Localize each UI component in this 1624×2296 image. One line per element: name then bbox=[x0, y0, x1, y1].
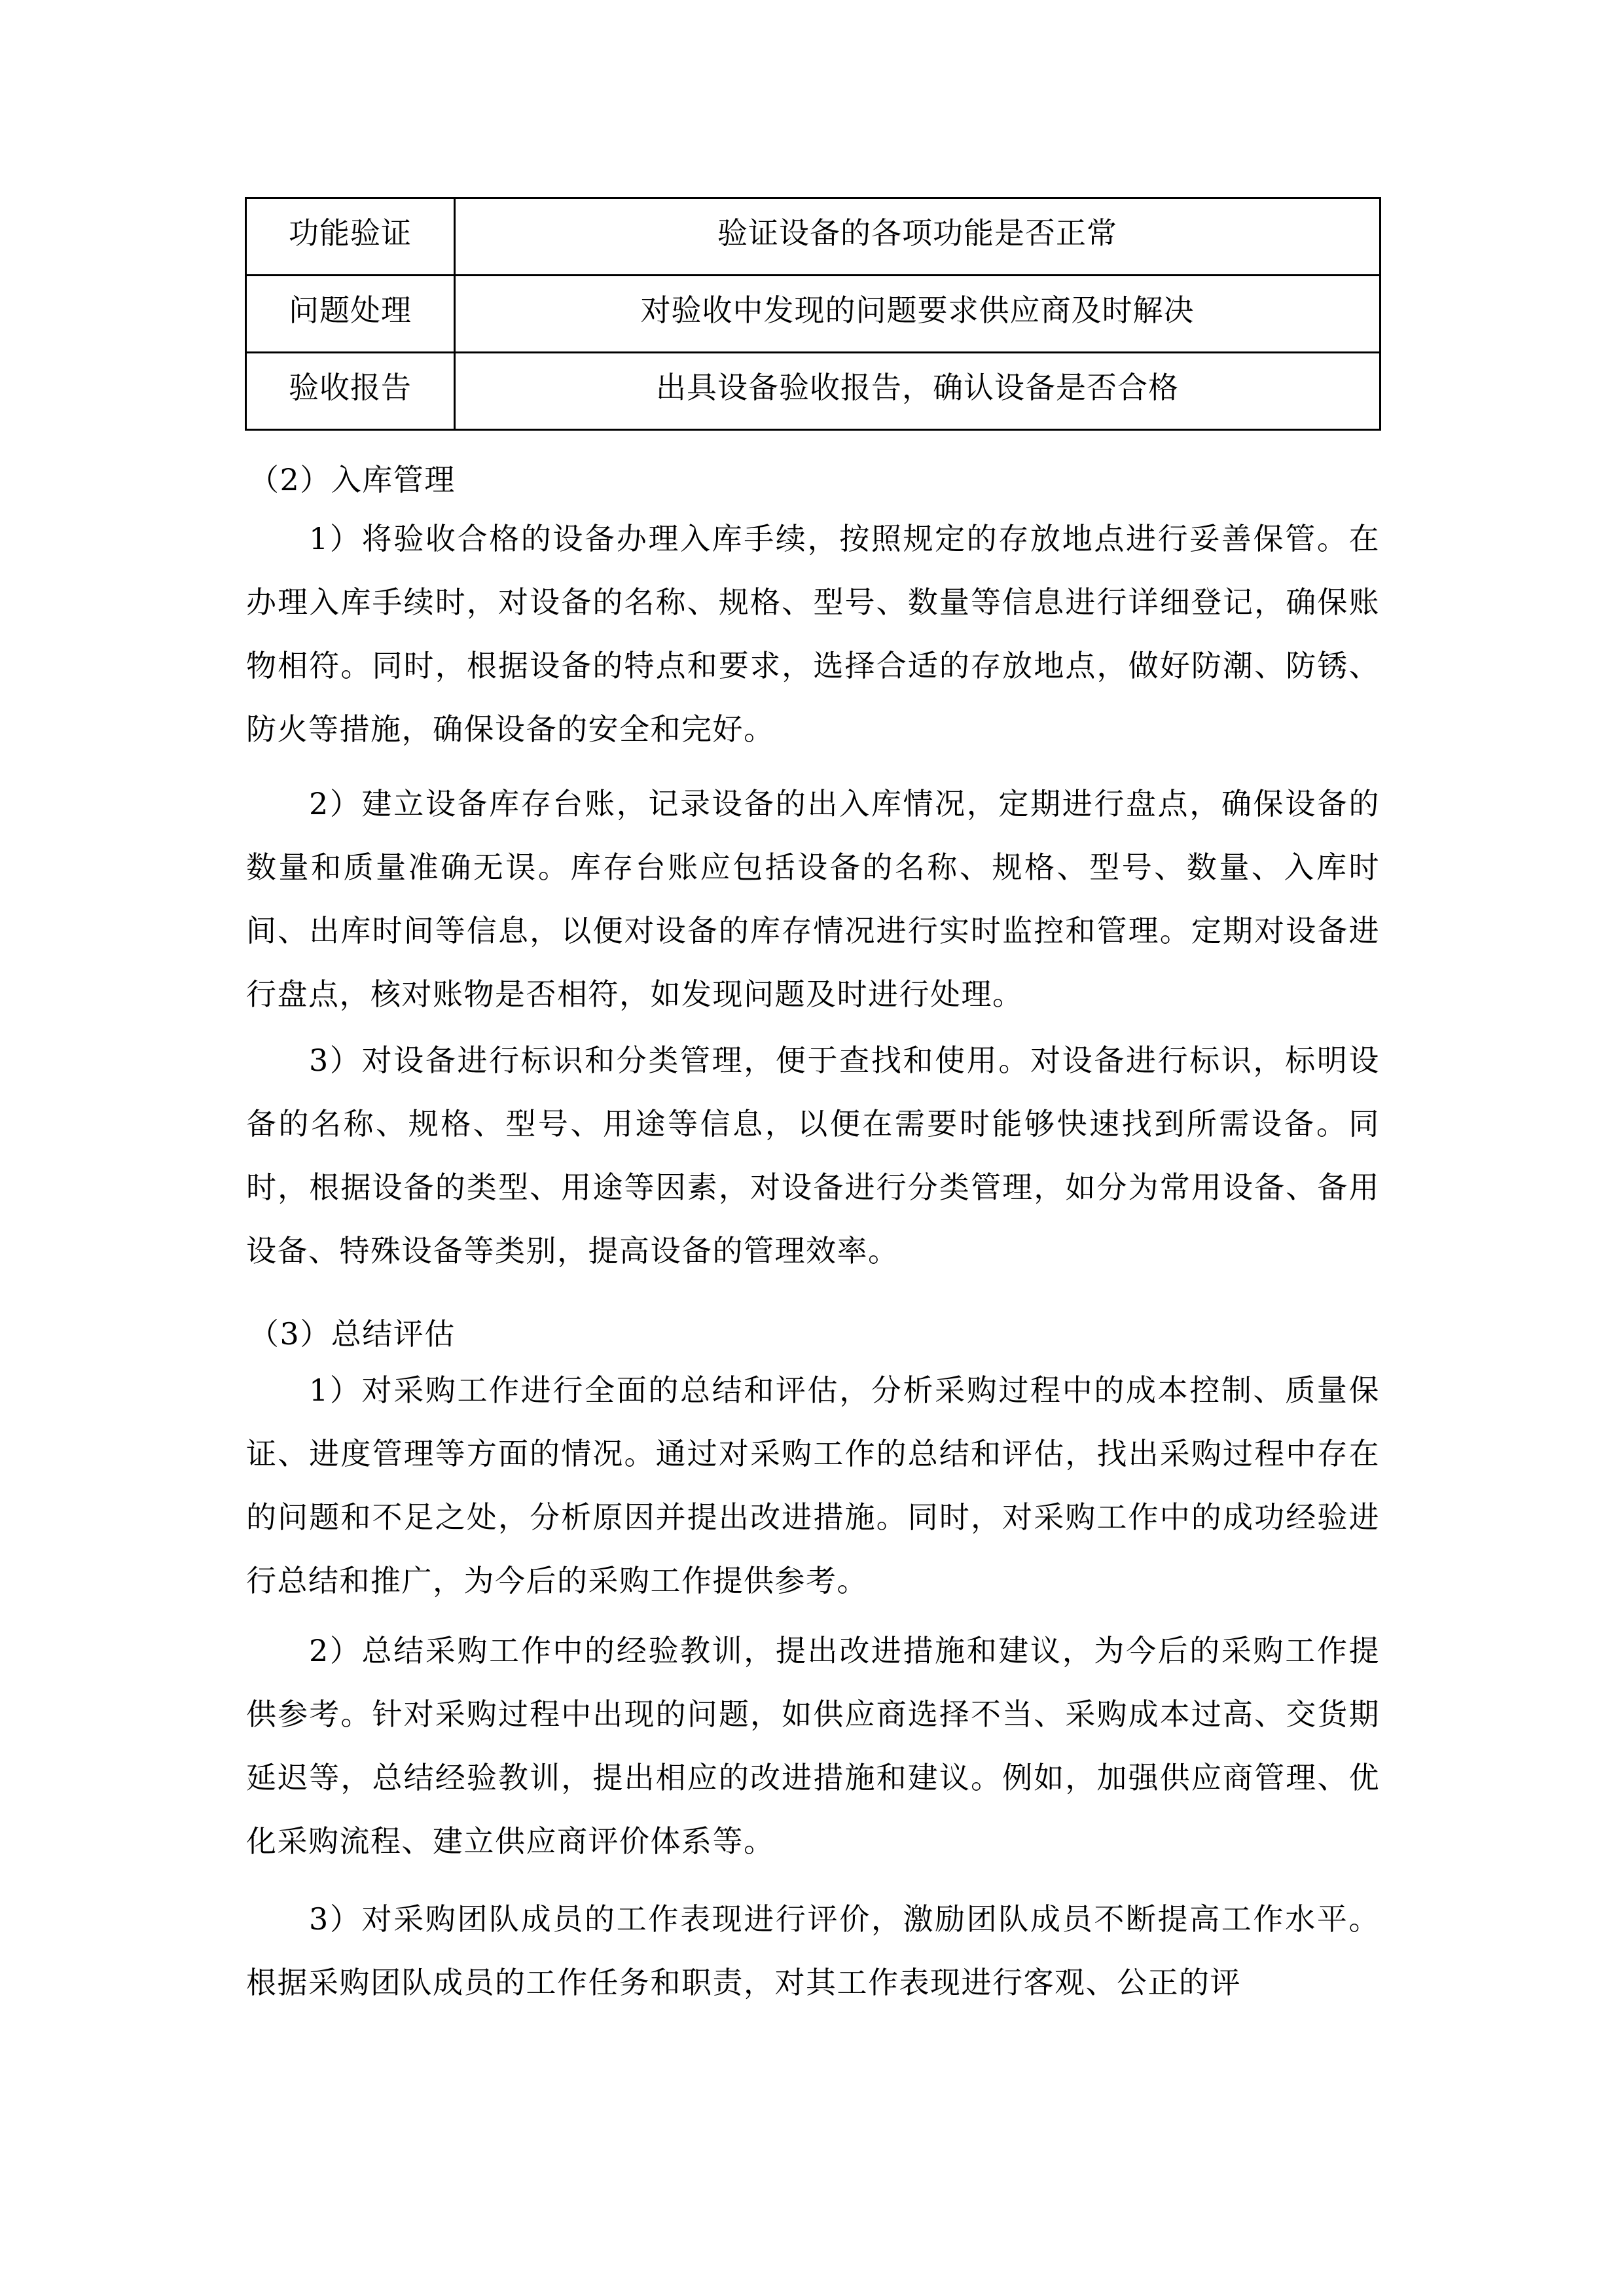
paragraph bbox=[246, 507, 1380, 761]
paragraph bbox=[246, 1359, 1380, 1613]
table-row bbox=[246, 276, 1380, 353]
paragraph-text: 2）总结采购工作中的经验教训，提出改进措施和建议，为今后的采购工作提供参考。针对采购过程中出现的问题，如供应商选择不当、采购成本过高、交货期延迟等，总结经验教训，提出相应的改进措施和建议。例如，加强供应商管理、优化采购流程、建立供应商评价体系等。 bbox=[246, 1633, 1380, 1859]
table-cell-description: 对验收中发现的问题要求供应商及时解决 bbox=[455, 276, 1380, 353]
paragraph bbox=[246, 1888, 1380, 2015]
acceptance-table bbox=[245, 197, 1381, 431]
paragraph-text: 3）对设备进行标识和分类管理，便于查找和使用。对设备进行标识，标明设备的名称、规格、型号、用途等信息，以便在需要时能够快速找到所需设备。同时，根据设备的类型、用途等因素，对设备进行分类管理，如分为常用设备、备用设备、特殊设备等类别，提高设备的管理效率。 bbox=[246, 1043, 1380, 1268]
section-heading-warehousing: （2）入库管理 bbox=[249, 462, 456, 497]
paragraph-text: 3）对采购团队成员的工作表现进行评价，激励团队成员不断提高工作水平。根据采购团队成员的工作任务和职责，对其工作表现进行客观、公正的评 bbox=[246, 1901, 1380, 2000]
table-cell-item: 验收报告 bbox=[246, 353, 455, 430]
table-row bbox=[246, 198, 1380, 276]
table-cell-description: 验证设备的各项功能是否正常 bbox=[455, 198, 1380, 276]
paragraph bbox=[246, 1029, 1380, 1283]
table-cell-item: 问题处理 bbox=[246, 276, 455, 353]
paragraph bbox=[246, 1619, 1380, 1873]
paragraph-text: 1）将验收合格的设备办理入库手续，按照规定的存放地点进行妥善保管。在办理入库手续时，对设备的名称、规格、型号、数量等信息进行详细登记，确保账物相符。同时，根据设备的特点和要求，选择合适的存放地点，做好防潮、防锈、防火等措施，确保设备的安全和完好。 bbox=[246, 521, 1380, 747]
table-row bbox=[246, 353, 1380, 430]
paragraph-text: 1）对采购工作进行全面的总结和评估，分析采购过程中的成本控制、质量保证、进度管理等方面的情况。通过对采购工作的总结和评估，找出采购过程中存在的问题和不足之处，分析原因并提出改进措施。同时，对采购工作中的成功经验进行总结和推广，为今后的采购工作提供参考。 bbox=[246, 1372, 1380, 1598]
table-cell-item: 功能验证 bbox=[246, 198, 455, 276]
paragraph-text: 2）建立设备库存台账，记录设备的出入库情况，定期进行盘点，确保设备的数量和质量准确无误。库存台账应包括设备的名称、规格、型号、数量、入库时间、出库时间等信息，以便对设备的库存情况进行实时监控和管理。定期对设备进行盘点，核对账物是否相符，如发现问题及时进行处理。 bbox=[246, 786, 1380, 1012]
paragraph bbox=[246, 772, 1380, 1026]
table-cell-description: 出具设备验收报告，确认设备是否合格 bbox=[455, 353, 1380, 430]
section-heading-summary-evaluation: （3）总结评估 bbox=[249, 1316, 456, 1352]
